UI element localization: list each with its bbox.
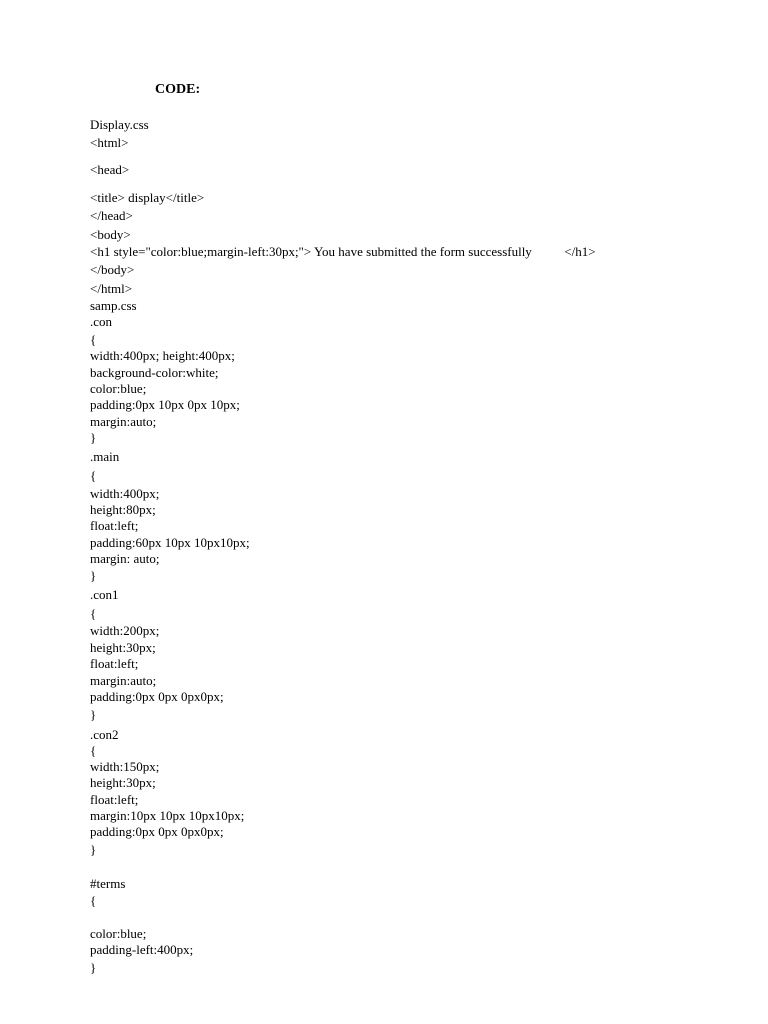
code-line: <html> [90, 135, 129, 150]
code-line: { [90, 606, 97, 621]
code-line: margin: auto; [90, 551, 160, 566]
code-line: width:400px; [90, 486, 160, 501]
code-line: padding:0px 0px 0px0px; [90, 824, 224, 839]
code-line: width:150px; [90, 759, 160, 774]
code-line: padding:0px 10px 0px 10px; [90, 397, 240, 412]
code-line: </html> [90, 281, 133, 296]
code-line: float:left; [90, 518, 139, 533]
code-line: height:30px; [90, 775, 156, 790]
code-line: color:blue; [90, 926, 147, 941]
code-line: padding:0px 0px 0px0px; [90, 689, 224, 704]
code-line: { [90, 332, 97, 347]
code-heading: CODE: [155, 82, 201, 97]
code-line: #terms [90, 876, 126, 891]
code-line: { [90, 893, 97, 908]
code-line: samp.css [90, 298, 137, 313]
code-line: <h1 style="color:blue;margin-left:30px;"> You have submitted the form successfully </h1> [90, 244, 596, 259]
code-line: padding:60px 10px 10px10px; [90, 535, 250, 550]
code-line: float:left; [90, 792, 139, 807]
code-line: </head> [90, 208, 133, 223]
code-line: width:400px; height:400px; [90, 348, 235, 363]
code-line: width:200px; [90, 623, 160, 638]
code-line: .con1 [90, 587, 119, 602]
code-line: <title> display</title> [90, 190, 205, 205]
code-line: background-color:white; [90, 365, 219, 380]
code-line: <body> [90, 227, 131, 242]
code-line: padding-left:400px; [90, 942, 194, 957]
code-line: height:80px; [90, 502, 156, 517]
code-line: height:30px; [90, 640, 156, 655]
code-line: } [90, 568, 97, 583]
code-line: } [90, 707, 97, 722]
code-line: margin:10px 10px 10px10px; [90, 808, 245, 823]
code-line: margin:auto; [90, 673, 157, 688]
code-line: color:blue; [90, 381, 147, 396]
code-line: </body> [90, 262, 135, 277]
code-line: .con [90, 314, 113, 329]
code-line: { [90, 468, 97, 483]
code-line: float:left; [90, 656, 139, 671]
code-line: <head> [90, 162, 130, 177]
code-line: .main [90, 449, 120, 464]
code-line: } [90, 430, 97, 445]
code-line: } [90, 960, 97, 975]
code-line: margin:auto; [90, 414, 157, 429]
code-line: { [90, 743, 97, 758]
code-line: Display.css [90, 117, 149, 132]
code-line: } [90, 842, 97, 857]
code-line: .con2 [90, 727, 119, 742]
